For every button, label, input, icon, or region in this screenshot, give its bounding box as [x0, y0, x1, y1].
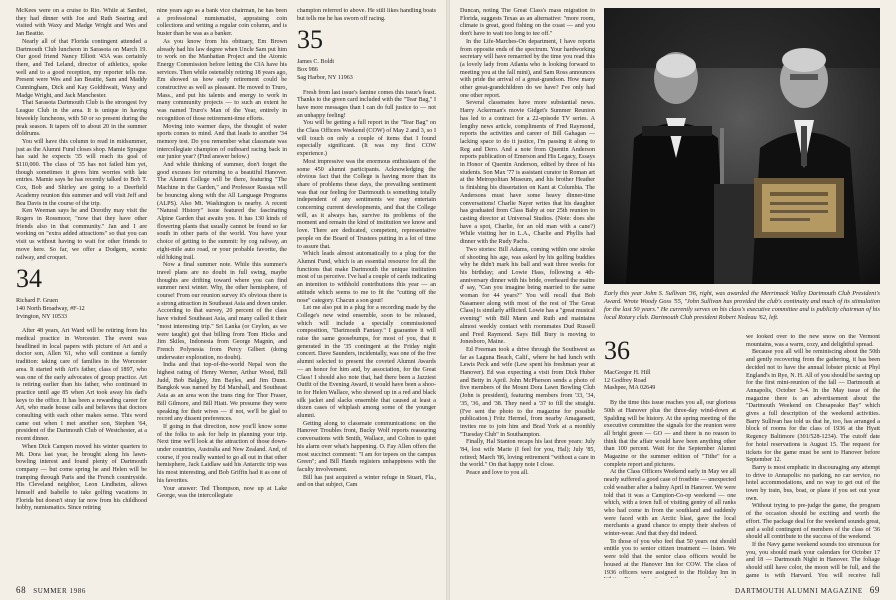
paragraph: That Sarasota Dartmouth Club is the strongest Ivy League Club in the area. It is unique in having biweekly luncheons, with 50 or so present during the peak season. It tapers off to about 20 in the summer doldrums. — [16, 100, 147, 138]
class-number-35: 35 — [297, 25, 323, 55]
secretary-address-line1: 12 Godfrey Road — [604, 377, 647, 384]
left-page — [0, 0, 446, 600]
paragraph: India and that top-of-the-world Nepal won the highest rating of Henry Werner, Arthur Wood, Bill Judd, Bob Balgley, Jim Bayles, and Jim Dunn. Bangkok was named by Ed Marshall, and Southeast Asia as an area won the trans ring for Thor Fraser, Bill Gilmore, and Bill Hiatt. We presume they were speaking for their wives — if not, we'll be glad to record any dissent preferences. — [157, 362, 287, 423]
secretary-address-line2: Mashpee, MA 02649 — [604, 385, 656, 392]
class-photo — [604, 8, 880, 284]
paragraph: Ken Weeman says he and Dorothy may visit the Rogers in Rossmoor, "now that they have other friends also in that community." Jan and I are working on "extra added attractions" so that you can visit us without having to wait for other friends to move here. So far, we offer a Dodgem, scenic railway, and croquet. — [16, 208, 147, 261]
paragraph: Your answer: Ted Thompson, now up at Lake George, was the intercollegiate — [157, 485, 287, 500]
paragraph: Let me also put in a plug for a recording made by the College's new wind ensemble, soon to be released, which will include a specially commissioned composition, "Dartmouth Fantasy." I guarantee it will raise the same goosebumps, for most of you, that it generated in the '35 contingent at the Friday night concert. Dave Saunders, incidentally, was one of the five alumni selected to present the coveted Alumni Awards — an honor for him and, by association, for the Great Class! I should also note that, had there been a Jazziest Outfit of the Evening Award, it would have been a shoo-in for Helen Wallace, who showed up in a red and black silk jacket and slacks ensemble that caused at least a dozen cases of whiplash among some of the younger alumni. — [297, 305, 436, 420]
paragraph: To those of you who feel that 50 years out should entitle you to senior citizen treatment — listen. We were told that the senior class officers would be housed at the Hanover Inn for COW. The class of 1936 officers were assigned to the Holiday Inn in — [604, 538, 736, 576]
paragraph: Because you all will be reminiscing about the 50th and gently recovering from the gathering, it has been decided not to have the annual lobster picnic at Phyl England's in Rye, N. H. All of you should be saving up for the first mini-reunion of the fall — Dartmouth at Annapolis, October 3-4. In the May issue of the magazine there is an advertisement about the "Dartmouth Weekend on Chesapeake Bay" which gives a full description of the weekend activities. Barry Sullivan has told us that he, too, has arranged a block of rooms for the class of 1936 at the Hyatt Regency Baltimore (301/528-1234). The cutoff date for hotel reservations is August 15. The request for tickets for the game must be sent to Hanover before September 12. — [746, 349, 880, 464]
paragraph: Finally, Hal Stanton recaps his last three years: July '84, lost wife Marie (I feel for you, Hal); July '85, retired; March '86, loving retirement "without a care in the world." On that happy note I close. — [460, 439, 595, 469]
paragraph: McKees were on a cruise to Rio. While at Sanibel, they had dinner with Joe and Ruth Searing and visited with Waxy and Madge Wright and Wes and Jan Beattie. — [16, 8, 147, 38]
left-col-3 — [297, 8, 436, 578]
paragraph: As you know from his obituary, Em Brown already had his law degree when Uncle Sam put him to work on the Manhattan Project and the Atomic Energy Commission before letting the CIA have his services. Then while ostensibly retiring 18 years ago, Em showed us how early retirement could be constructive as well as pleasant. He moved to Truro, Mass., and put his talents and energy to work in many community projects — to such an extent he was named Truro's Man of the Year, entirely in recognition of those retirement-time efforts. — [157, 38, 287, 122]
photo-illustration — [604, 8, 880, 284]
paragraph: In the Life-Marches-On department, I have reports from opposite ends of the spectrum. Your hardworking secretary will have remarried by the time you read this (a lovely lady from Atlanta who is looking forward to meeting you at the fall mini), and Sam Ross announces with pride the arrival of a great-grandson. How many other great-grandchildren do we have? I've only had one other report. — [460, 38, 595, 99]
paragraph: Fresh from last issue's famine comes this issue's feast. Thanks to the green card included with the "Tear Bag," I have more messages than I can do full justice to — not an unhappy feeling! — [297, 89, 436, 119]
right-footer — [735, 585, 880, 595]
paragraph: Without trying to pre-judge the game, the program of the occasion should be exciting and worth the effort. The package deal for the weekend sounds great, and a solid contingent of members of the class of '36 should all contribute to the success of the weekend. — [746, 503, 880, 541]
page-number: 68 — [16, 585, 27, 595]
right-columns — [460, 8, 880, 578]
secretary-name: James C. Boldt — [297, 59, 335, 66]
paragraph: Moving into warmer days, the thought of water sports comes to mind. And that leads to another '34 memory test. Do you remember what classmate was intercollegiate champion of outboard racing back in our junior year? (Find answer below.) — [157, 123, 287, 161]
secretary-address-line1: Box 986 — [297, 67, 318, 74]
class-number-36: 36 — [604, 336, 630, 365]
paragraph: Now a final summer note. While this summer's travel plans are no doubt in full swing, maybe thoughts are drifting toward where you can find summer next winter. Why, the other hemisphere, of course! From our reunion survey it's obvious there is a strong attraction in Southeast Asia and down under. According to that survey, 20 percent of the class have visited Southeast Asia, and many called it their "most interesting trip." Sri Lanka (or Ceylon, as we were taught) got that billing from Tom Hicks and Jim Skiles, Indonesia from George Magnin, and French Polynesia from Percy Gilbert (doing underwater exploration, no doubt). — [157, 262, 287, 361]
photo-region — [604, 8, 880, 578]
paragraph: Most impressive was the enormous enthusiasm of the some 450 alumni participants. Acknowledging the obvious fact that the College is having more than its share of problems these days, the prevailing sentiment was that our feeling for Dartmouth is something totally independent of any sentiments we may entertain concerning current developments, and that the College will, as it always has, survive its problems of the moment and remain the kind of institution we know and love. There are dedicated, competent, representative people on the Board of Trustees putting in a lot of time to assure that. — [297, 158, 436, 250]
secretary-address — [604, 370, 736, 393]
paragraph: we looked over to the new snow on the Vermont mountains, was a warm, cozy, and delightful spread. — [746, 334, 880, 348]
paragraph: Two stories: Bill Adams, coming within one stroke of shooting his age, was asked by his golfing buddies why he didn't mark his ball and wait three weeks for his birthday; and Lowie Hass, following a 4th-anniversary dinner with his bride, overheard the maitre d' say, "Can you imagine being married to the same woman for 44 years?" You will recall that Bob Nasameer along with most of the rest of The Great Class) is similarly afflicted. Lowie has a "great musical evening" with Bill Mann and Ruth and maintains almost weekly contact with roommates Dud Russell and Fred Raymond. Says Bill Bury is moving to Jonesboro, Maine. — [460, 246, 595, 346]
paragraph: And while thinking of summer, don't forget the good excuses for returning to a beautiful Hanover. The Alumni College will be there, featuring "The Machine in the Garden," and Professor Rassias will be bouncing along with the All Language Programs (ALPS). Also Mt. Washington is nearby. A recent "Natural History" issue featured the fascinating Alpine Garden that awaits you. It has 130 kinds of flowering plants that usually cannot be found so far south in other parts of the world. You have your choice of getting to the summit: by cog railway, an eight-mile auto road, or your probable favorite, the old hiking trail. — [157, 162, 287, 261]
paragraph: champion referred to above. He still likes handling boats but tells me he has sworn off racing. — [297, 8, 436, 22]
paragraph: Barry is most emphatic in discouraging any attempt to drive to Annapolis: no parking, no car service, no hotel accommodations, and no way to get out of the town by train, bus, boat, or plane if you set out your own. — [746, 464, 880, 502]
right-col-2 — [604, 334, 736, 578]
paragraph: Ed Freeman took a drive through the Southwest as far as Laguna Beach, Calif., where he had lunch with Lewis Peck and wife (Lew spent his freshman year at Hanover). Ed was expecting a visit from Dick Huber and Betty in April. John McPherson sends a photo of five members of the Mount Dora Lawn Bowling Club (John is president), featuring members from '33, '34, '35, '36, and '38. They need a '37 to fill the straight. (I've sent the photo to the magazine for possible publication.) Fritz Hermel, from nearby Amagansett, invites me to join him and Brad York at a monthly "Tuesday Club" in Southampton. — [460, 346, 595, 438]
paragraph: You will have this column to read in midsummer, just as the Alumni Fund closes shop. Mamie Sprague has said he expects '35 will reach its goal of $110,000. The class of '35 has not failed him yet, though sometimes it gives him worries with late entries. Mamie says he has recently talked to Bob T. Cox, Bob and Shirley are going to a Deerfield Academy reunion this summer and will visit Jeff and Bea Davis in the course of the trip. — [16, 138, 147, 207]
paragraph: Several classmates have more substantial news. Harry Ackerman's movie Gidget's Summer Reunion has led to a contract for a 22-episode TV series. A lengthy news article, compliments of Fred Raymond, reports the activities and career of Bill Gahagan — lacking space to do it justice, I'm passing it along to Reg and Dero. And a note from Quentin Anderson reports publication of Emerson and His Legacy, Essays in Honor of Quentin Anderson, edited by three of his students. Son Max '77 is assistant curator in Roman art at the Metropolitan Museum, and his brother Heather is finishing his dissertation on Kant at Columbia. The Andersons must have some heavy dinner-time conversations! Charlie Nayer writes that his daughter has graduated from Class Baby at our 25th reunion to casting director at Universal Studios. (Note: does she have a spot, Charlie, for an old man with a cane?) While visiting her in L.A., Charlie and Phyllis had dinner with the Rudy Pachs. — [460, 100, 595, 246]
secretary-address-line2: Irvington, NY 10533 — [16, 313, 68, 320]
col1-intro — [16, 8, 147, 262]
paragraph: At the Class Officers Weekend early in May we all nearly suffered a good case of frostbite — unexpected cold weather after a balmy April in Hanover. We were told that it was a Campion-Co-op weekend — one which, with a town full of visiting gentry of all ranks who had come in from the southland and suddenly were faced with an Arctic blast, gave the local merchants a grand chance to empty their shelves of winter-wear. And that they did indeed. — [604, 469, 736, 538]
secretary-address — [16, 298, 147, 321]
paragraph: When Dick Campen moved his winter quarters to Mt. Dora last year, he brought along his lawn-bowling interest and found plenty of Dartmouth company — but come spring he and Helen will be tramping through Paris and the French countryside. His Cleveland neighbor, Leon Lindheim, allows himself and Isabelle to take golfing vacations in Florida but doesn't stray far now from his childhood hobby, numismatics. Since retiring — [16, 443, 147, 512]
secretary-name: MacGregor H. Hill — [604, 370, 651, 376]
paragraph: Getting along to classmate communications: on the Hanover Troubles front, Bucky Wolf reports reassuring conversations with Smith, Wallace, and Colton to quiet his alarm over what's happening. O. Fay Allen offers the most succinct comment: "I am for tepees on the campus Green"; and Bill Hands registers unhappiness with the faculty involvement. — [297, 420, 436, 473]
paragraph: By the time this issue reaches you all, our glorious 50th at Hanover plus the three-day wind-down at Spalding will be history. At the spring meeting of the executive committee the signals for the reunion were all bright green — GO — and there is no reason to think that the affair would have been anything other than 100 percent. Wait for the September Alumni Magazine or the summer edition of "Tithe" for a complete report and pictures. — [604, 400, 736, 468]
paragraph: If the Navy game weekend sounds too strenuous for you, you should mark your calendars for October 17 and 18 — Dartmouth Night in Hanover. The foliage should still have color, the moon will be full, and the game is with Harvard. You will receive full — [746, 541, 880, 578]
secretary-address-line2: Sag Harbor, NY 11963 — [297, 74, 353, 81]
photo-caption: Early this year John S. Sullivan '36, right, was awarded the Merrimack Valley Dartmouth Club President's Award. Wrote Woody Goss '55, "John Sullivan has provided the club's continuity and much of its stimulation for the last 50 years." He currently serves on his class's executive committee and is publicity chairman of his local Rotary club. Dartmouth Club president Robert Nedeau '62, left. — [604, 290, 880, 321]
left-columns — [16, 8, 436, 578]
paragraph: If going in that direction, now you'll know some of the folks to ask for help in planning your trip. Next time we'll look at the attraction of those down-under countries, Australia and New Zealand. And, of course, if you really wanted to go all out in that other hemisphere, Jack Laidlaw said his Antarctic trip was his most interesting, and Bob Griffin had it as one of his favorites. — [157, 423, 287, 484]
paragraph: Duncan, noting The Great Class's mass migration to Florida, suggests Texas as an alternative: "more room, climate is great, good fishing on the coast — and you don't have to wait too long to tee off." — [460, 8, 595, 38]
left-col-1 — [16, 8, 147, 578]
paragraph: Which leads almost automatically to a plug for the Alumni Fund, which is an essential resource for all the functions that make Dartmouth the unique institution most of us perceive. I've had a couple of cards indicating an intention to withhold contributions this year — an attitude which seems to me to fit the "cutting off the nose" category. Chacun a son gout! — [297, 251, 436, 304]
right-col-1 — [460, 8, 595, 578]
issue-label: SUMMER 1986 — [33, 587, 86, 595]
secretary-name: Richard F. Gruen — [16, 298, 58, 305]
right-col-3 — [746, 334, 880, 578]
paragraph: Bill has just acquired a winter refuge in Stuart, Fla., and on that subject, Cam — [297, 474, 436, 489]
paragraph: nine years ago as a bank vice chairman, he has been a professional numismatist, appraising coin collections and writing a regular coin column, and is busier than he was as a banker. — [157, 8, 287, 38]
right-page — [450, 0, 896, 600]
page-number: 69 — [869, 585, 880, 595]
secretary-address — [297, 59, 436, 82]
left-col-2 — [157, 8, 287, 578]
class-number-34: 34 — [16, 264, 42, 294]
paragraph: You will be getting a full report in the "Tear Bag" on the Class Officers Weekend (COW) of May 2 and 3, so I will touch on only a couple of items that I found especially significant. (It was my first COW experience.) — [297, 120, 436, 158]
left-footer — [16, 585, 86, 595]
paragraph: Peace and love to you all. — [466, 470, 529, 477]
secretary-address-line1: 140 North Broadway, #F-12 — [16, 305, 85, 312]
magazine-label: DARTMOUTH ALUMNI MAGAZINE — [734, 587, 863, 595]
paragraph: After 48 years, Art Ward will be retiring from his medical practice in Worcester. The event was headlined in local papers with picture of Art and a doctor son, Allen '61, who will continue a family tradition: taking care of families in the Worcester area. It started with Art's father, class of 1897, who was one of the early advocates of group practice. Art is retiring earlier than his father, who continued in practice until age 85 when Art took away his dad's keys to the office. It has been a rewarding career for Art, who made house calls and believes that doctors consulting with each other makes sense. This word came out when I met another son, Stephen '64, president of the Dartmouth Club of Westchester, at a recent dinner. — [16, 328, 147, 443]
paragraph: Nearly all of that Florida contingent attended a Dartmouth Club luncheon in Sarasota on March 19. Our good friend Nancy Elliott '43A was certainly there, and Ted Leland, director of athletics, spoke well and to a good reception, my reporter tells me. Present were Wes and Jan Beattie, Sam and Maddy Cunningham, Dick and Kay Goldthwait, Waxy and Madge Wright, and Jack Manchester. — [16, 38, 147, 99]
